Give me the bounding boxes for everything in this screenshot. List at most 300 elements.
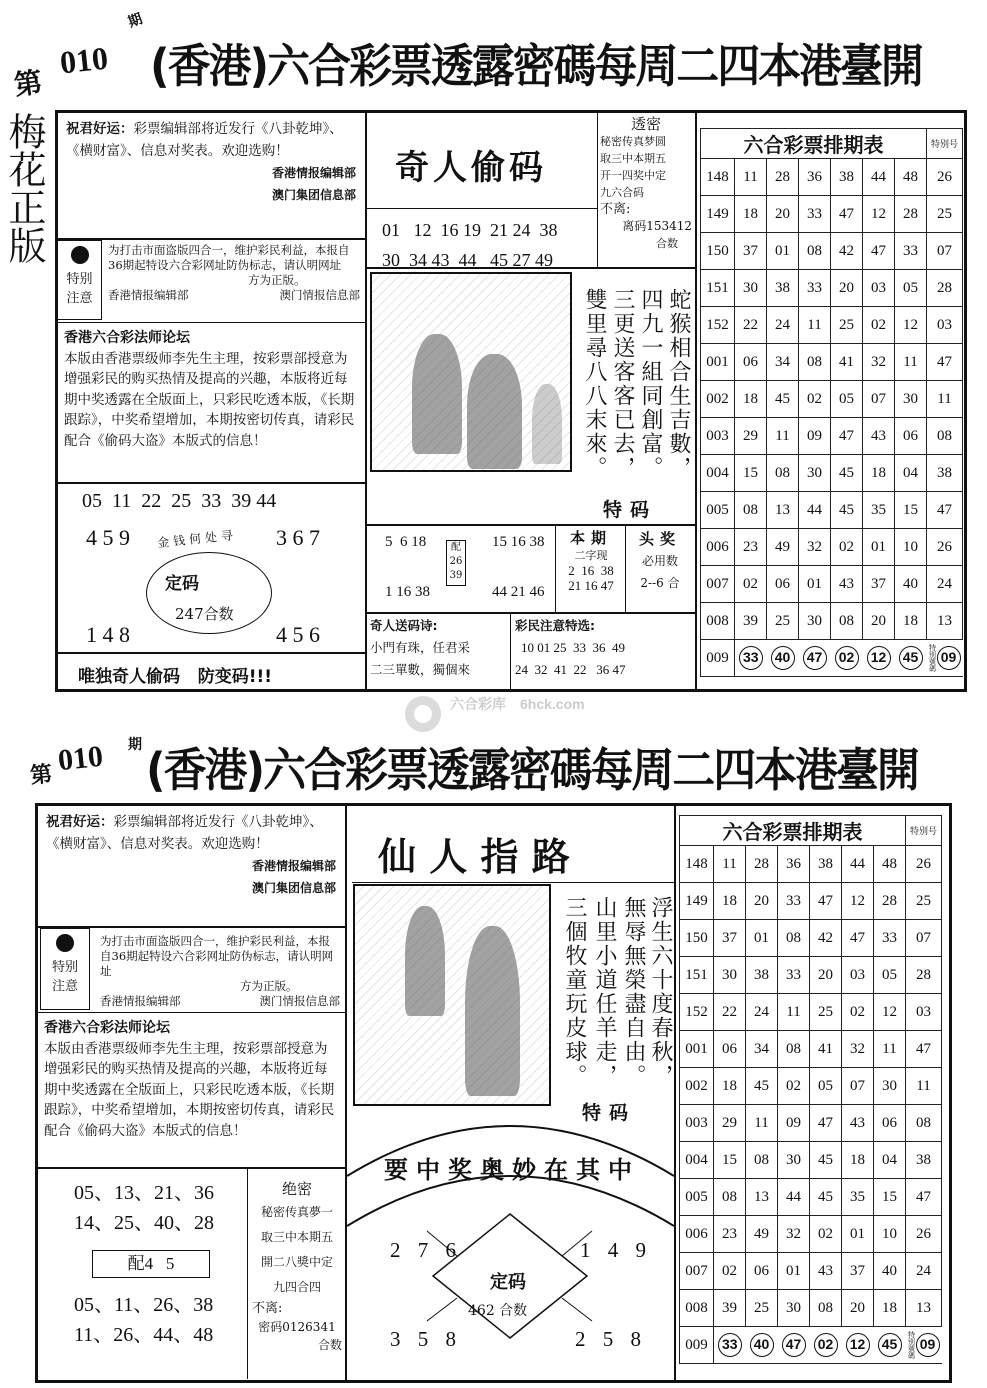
number-cell: 01 <box>863 529 895 566</box>
bomb-icon <box>56 934 74 952</box>
issue-cell: 001 <box>701 344 735 381</box>
number-cell: 37 <box>714 920 746 957</box>
number-cell: 28 <box>767 159 799 196</box>
poem-line-3: 三更送客客已去， <box>610 288 635 480</box>
pei-box <box>446 540 466 586</box>
issue-cell: 004 <box>680 1142 714 1179</box>
pair-bottom-right: 44 21 46 <box>492 584 545 600</box>
issue-cell: 152 <box>701 307 735 344</box>
tou-jiang-title: 头奖 <box>638 530 681 548</box>
number-cell: 13 <box>906 1290 942 1327</box>
feature-numbers-1: 01 12 16 19 21 24 38 <box>382 220 558 240</box>
divider <box>352 882 674 883</box>
ball-number: 47 <box>782 1333 806 1357</box>
song-ma-title: 奇人送码诗: <box>370 618 438 633</box>
number-cell: 43 <box>810 1253 842 1290</box>
number-cell: 30 <box>799 455 831 492</box>
watermark-name: 六合彩库 <box>450 696 506 712</box>
number-cell: 08 <box>831 603 863 640</box>
number-cell: 02 <box>714 1253 746 1290</box>
schedule-table-bottom <box>679 815 942 1364</box>
issue-cell: 005 <box>701 492 735 529</box>
divider <box>37 1167 345 1169</box>
issue-prefix: 第 <box>12 65 45 102</box>
greeting-sign2: 澳门集团信息部 <box>271 188 356 202</box>
tou-jiang-line: 2--6 合 <box>640 576 680 590</box>
number-cell: 33 <box>799 196 831 233</box>
issue-cell: 005 <box>680 1179 714 1216</box>
number-cell: 29 <box>714 1105 746 1142</box>
ding-ma-top-left: 4 5 9 <box>86 525 130 550</box>
number-cell: 47 <box>863 233 895 270</box>
ding-ma-sum: 462 合数 <box>468 1303 528 1319</box>
ball-number: 02 <box>814 1333 838 1357</box>
pair-bottom-left: 1 16 38 <box>385 584 430 600</box>
ding-ma-top-right: 1 4 9 <box>580 1238 652 1262</box>
ball-number: 40 <box>750 1333 774 1357</box>
pei-box: 配4 5 <box>92 1250 210 1278</box>
issue-number: 010 <box>58 39 110 81</box>
issue-cell: 008 <box>701 603 735 640</box>
te-xuan <box>515 615 693 681</box>
feature-title: 奇人偷码 <box>395 148 547 188</box>
number-cell: 45 <box>767 381 799 418</box>
issue-cell: 150 <box>701 233 735 270</box>
headline: (香港)六合彩票透露密碼每周二四本港臺開 <box>146 743 918 797</box>
number-cell: 11 <box>735 159 767 196</box>
greeting-sign1: 香港情报编辑部 <box>251 859 336 873</box>
issue-cell: 007 <box>680 1253 714 1290</box>
notice-label-1: 特别 <box>51 960 78 975</box>
te-xuan-title: 彩民注意特选: <box>515 618 595 633</box>
ben-qi-line: 2 16 38 <box>568 563 614 578</box>
number-cell: 08 <box>927 418 963 455</box>
number-cell: 18 <box>714 1068 746 1105</box>
issue-cell: 150 <box>680 920 714 957</box>
table-row <box>701 381 963 418</box>
ball-number: 33 <box>718 1333 742 1357</box>
special-label: 特别号 <box>927 129 963 159</box>
number-cell: 02 <box>778 1068 810 1105</box>
number-cell: 07 <box>906 920 942 957</box>
number-groups <box>74 1178 214 1350</box>
number-cell: 07 <box>842 1068 874 1105</box>
poem-line-4: 雙里尋八八末來。 <box>582 288 607 480</box>
number-cell: 30 <box>874 1068 906 1105</box>
number-cell: 08 <box>714 1179 746 1216</box>
ball-number: 09 <box>937 646 961 670</box>
jue-mi-code: 密码0126341 <box>258 1320 336 1334</box>
number-cell: 12 <box>895 307 927 344</box>
issue-cell: 148 <box>701 159 735 196</box>
number-cell: 08 <box>799 233 831 270</box>
notice-label-2: 注意 <box>51 979 78 994</box>
table-row <box>701 455 963 492</box>
number-cell: 15 <box>714 1142 746 1179</box>
number-cell: 30 <box>895 381 927 418</box>
number-cell: 13 <box>927 603 963 640</box>
notice-text: 为打击市面盗版四合一，维护彩民利益，本报自36期起特设六合彩网址防伪标志，请认明网址 <box>108 243 350 272</box>
number-cell: 03 <box>927 307 963 344</box>
number-cell: 24 <box>767 307 799 344</box>
number-cell: 43 <box>863 418 895 455</box>
number-cell: 38 <box>927 455 963 492</box>
number-cell: 39 <box>735 603 767 640</box>
table-row <box>701 307 963 344</box>
song-ma-line: 二三單數，獨個來 <box>370 662 471 677</box>
table-row <box>701 566 963 603</box>
number-cell: 08 <box>746 1142 778 1179</box>
notice-sign1: 香港情报编辑部 <box>100 994 181 1008</box>
number-cell: 20 <box>863 603 895 640</box>
number-cell: 08 <box>906 1105 942 1142</box>
table-row <box>680 957 942 994</box>
number-cell: 18 <box>714 883 746 920</box>
number-cell: 35 <box>863 492 895 529</box>
number-cell: 44 <box>799 492 831 529</box>
number-cell: 47 <box>831 418 863 455</box>
number-cell: 22 <box>735 307 767 344</box>
divider <box>695 112 697 690</box>
number-cell: 02 <box>842 994 874 1031</box>
ding-ma-label: 定码 <box>490 1272 526 1293</box>
divider <box>57 652 365 654</box>
number-cell: 25 <box>906 883 942 920</box>
issue-cell: 009 <box>680 1327 714 1364</box>
ding-ma-bottom-right: 4 5 6 <box>276 622 320 647</box>
number-cell: 11 <box>767 418 799 455</box>
poem-line-4: 三個牧童玩皮球。 <box>562 896 587 1088</box>
number-cell: 49 <box>746 1216 778 1253</box>
table-row <box>680 1068 942 1105</box>
number-cell: 23 <box>714 1216 746 1253</box>
tou-jiang-box <box>627 528 693 594</box>
number-cell: 38 <box>906 1142 942 1179</box>
number-cell: 20 <box>746 883 778 920</box>
issue-cell: 151 <box>680 957 714 994</box>
table-row <box>680 1216 942 1253</box>
number-cell: 20 <box>767 196 799 233</box>
forum-title: 香港六合彩法师论坛 <box>44 1020 170 1036</box>
number-cell: 23 <box>735 529 767 566</box>
number-cell: 48 <box>895 159 927 196</box>
notice-tail: 方为正版。 <box>248 273 306 287</box>
issue-cell: 004 <box>701 455 735 492</box>
number-cell: 32 <box>863 344 895 381</box>
poem-line-2: 無辱無榮盡自由。 <box>621 896 646 1088</box>
schedule-title: 六合彩票排期表 <box>701 129 927 159</box>
poem-line-1: 蛇猴相合生吉數， <box>666 288 691 480</box>
number-cell: 12 <box>863 196 895 233</box>
number-cell: 26 <box>927 529 963 566</box>
number-cell: 26 <box>927 159 963 196</box>
number-cell: 33 <box>778 957 810 994</box>
number-cell: 06 <box>767 566 799 603</box>
ball-number: 02 <box>835 646 859 670</box>
ball-number: 12 <box>846 1333 870 1357</box>
table-row <box>701 603 963 640</box>
notice-label-2: 注意 <box>66 291 93 306</box>
divider <box>555 524 556 612</box>
number-cell: 22 <box>714 994 746 1031</box>
notice-label <box>57 240 102 320</box>
ball-number: 12 <box>867 646 891 670</box>
poem-line-3: 山里小道任羊走， <box>592 896 617 1088</box>
divider <box>57 238 365 240</box>
ball-number: 09 <box>916 1333 940 1357</box>
issue-prefix: 第 <box>28 761 54 790</box>
number-cell: 05 <box>874 957 906 994</box>
greeting-head: 祝君好运： <box>46 814 114 830</box>
number-cell: 02 <box>863 307 895 344</box>
number-cell: 30 <box>778 1290 810 1327</box>
number-cell: 30 <box>799 603 831 640</box>
divider <box>37 1012 345 1013</box>
table-row <box>680 883 942 920</box>
number-cell: 06 <box>735 344 767 381</box>
issue-cell: 003 <box>701 418 735 455</box>
number-cell: 10 <box>895 529 927 566</box>
notice-label-1: 特别 <box>66 272 93 287</box>
issue-cell: 148 <box>680 846 714 883</box>
number-cell: 11 <box>799 307 831 344</box>
number-cell: 43 <box>831 566 863 603</box>
pair-top-left: 5 6 18 <box>385 534 427 550</box>
number-cell: 36 <box>778 846 810 883</box>
schedule-title: 六合彩票排期表 <box>680 816 906 846</box>
number-cell: 28 <box>927 270 963 307</box>
number-cell: 11 <box>895 344 927 381</box>
number-cell: 39 <box>714 1290 746 1327</box>
notice-sign1: 香港情报编辑部 <box>108 288 189 302</box>
number-cell: 26 <box>906 1216 942 1253</box>
number-cell: 41 <box>810 1031 842 1068</box>
number-cell: 12 <box>842 883 874 920</box>
ball-number: 45 <box>878 1333 902 1357</box>
poem-line-2: 四九一組同創富。 <box>638 288 663 480</box>
number-cell: 08 <box>735 492 767 529</box>
number-cell: 40 <box>895 566 927 603</box>
divider <box>625 524 626 612</box>
number-cell: 18 <box>874 1290 906 1327</box>
poem-line-1: 浮生六十度春秋， <box>648 896 673 1088</box>
number-cell: 11 <box>927 381 963 418</box>
number-cell: 02 <box>831 529 863 566</box>
number-cell: 18 <box>842 1142 874 1179</box>
divider <box>365 208 597 209</box>
divider <box>597 112 598 267</box>
ding-ma-bottom-left: 3 5 8 <box>390 1327 462 1351</box>
headline: (香港)六合彩票透露密碼每周二四本港臺開 <box>150 39 922 93</box>
number-cell: 07 <box>927 233 963 270</box>
number-cell: 28 <box>874 883 906 920</box>
number-cell: 08 <box>778 920 810 957</box>
jue-mi-line: 取三中本期五 <box>260 1230 333 1244</box>
arc-text: 金钱何处寻 <box>156 527 238 551</box>
secret-line: 开一四奖中定 <box>600 169 666 182</box>
secret-code: 离码153412 <box>622 219 692 233</box>
ding-ma-oval <box>146 552 272 634</box>
secret-line: 九六合码 <box>600 186 644 199</box>
greeting-head: 祝君好运： <box>66 121 134 137</box>
bu-li-label: 不离: <box>600 202 631 217</box>
number-cell: 09 <box>799 418 831 455</box>
number-cell: 38 <box>746 957 778 994</box>
number-cell: 06 <box>714 1031 746 1068</box>
table-row <box>701 344 963 381</box>
number-cell: 25 <box>767 603 799 640</box>
number-cell: 03 <box>863 270 895 307</box>
number-cell: 24 <box>906 1253 942 1290</box>
bomb-icon <box>71 246 89 264</box>
table-row <box>701 233 963 270</box>
divider <box>365 612 695 614</box>
issue-cell: 152 <box>680 994 714 1031</box>
number-cell: 18 <box>863 455 895 492</box>
number-cell: 47 <box>831 196 863 233</box>
issue-cell: 006 <box>680 1216 714 1253</box>
greeting <box>46 811 336 899</box>
number-cell: 11 <box>778 994 810 1031</box>
number-cell: 06 <box>746 1253 778 1290</box>
number-cell: 08 <box>810 1290 842 1327</box>
divider <box>57 322 365 323</box>
number-cell: 03 <box>842 957 874 994</box>
number-cell: 38 <box>767 270 799 307</box>
number-cell: 11 <box>874 1031 906 1068</box>
table-row <box>701 196 963 233</box>
number-cell: 05 <box>895 270 927 307</box>
number-cell: 45 <box>831 492 863 529</box>
number-cell: 28 <box>746 846 778 883</box>
ball-number: 33 <box>739 646 763 670</box>
issue-cell: 002 <box>680 1068 714 1105</box>
number-cell: 24 <box>746 994 778 1031</box>
jue-mi-line: 九四合四 <box>272 1280 321 1294</box>
group-line: 05、13、21、36 <box>74 1182 214 1204</box>
number-cell: 24 <box>927 566 963 603</box>
numbers-row: 05 11 22 25 33 39 44 <box>82 490 277 512</box>
greeting-body: 彩票编辑部将近发行《八卦乾坤》、《横财富》、信息对奖表。欢迎选购！ <box>66 121 343 159</box>
secret-title: 透密 <box>630 115 661 133</box>
number-cell: 06 <box>895 418 927 455</box>
number-cell: 42 <box>810 920 842 957</box>
number-cell: 12 <box>874 994 906 1031</box>
number-cell: 33 <box>799 270 831 307</box>
ding-ma-bottom-left: 1 4 8 <box>86 622 130 647</box>
number-cell: 03 <box>906 994 942 1031</box>
number-cell: 30 <box>714 957 746 994</box>
ding-ma-bottom-right: 2 5 8 <box>575 1327 647 1351</box>
table-row <box>701 529 963 566</box>
number-cell: 33 <box>895 233 927 270</box>
table-row <box>680 1290 942 1327</box>
number-cell: 28 <box>895 196 927 233</box>
number-cell: 43 <box>842 1105 874 1142</box>
te-xuan-line: 10 01 25 33 36 49 <box>521 640 625 655</box>
number-cell: 02 <box>799 381 831 418</box>
group-line: 11、26、44、48 <box>74 1324 214 1346</box>
ben-qi-title: 本期 <box>569 529 612 547</box>
forum <box>44 1018 340 1141</box>
divider <box>510 612 511 690</box>
tou-jiang-line: 必用数 <box>641 554 678 568</box>
number-cell: 06 <box>874 1105 906 1142</box>
number-cell: 02 <box>810 1216 842 1253</box>
te-ma-label: 特码 <box>582 1102 637 1124</box>
greeting-body: 彩票编辑部将近发行《八卦乾坤》、《横财富》、信息对奖表。欢迎选购！ <box>46 814 323 852</box>
ding-ma-top-left: 2 7 6 <box>390 1238 462 1262</box>
table-row <box>701 492 963 529</box>
number-cell: 45 <box>810 1179 842 1216</box>
number-cell: 05 <box>831 381 863 418</box>
group-line: 05、11、26、38 <box>74 1294 214 1316</box>
song-ma-poem <box>370 615 510 681</box>
number-cell: 28 <box>906 957 942 994</box>
feature-title: 仙 人 指 路 <box>378 835 570 879</box>
ball-number: 47 <box>803 646 827 670</box>
number-cell: 33 <box>778 883 810 920</box>
number-cell: 45 <box>746 1068 778 1105</box>
ben-qi-box <box>557 528 625 593</box>
table-row <box>680 1105 942 1142</box>
number-cell: 41 <box>831 344 863 381</box>
pei-number: 26 <box>449 556 463 567</box>
te-xuan-line: 24 32 41 22 36 47 <box>515 662 626 677</box>
table-row <box>701 418 963 455</box>
watermark-site: 6hck.com <box>520 696 585 712</box>
number-cell: 18 <box>735 196 767 233</box>
issue-suffix: 期 <box>126 11 145 31</box>
number-cell: 11 <box>746 1105 778 1142</box>
forum <box>64 328 360 451</box>
number-cell: 10 <box>874 1216 906 1253</box>
number-cell: 36 <box>799 159 831 196</box>
number-cell: 02 <box>735 566 767 603</box>
issue-cell: 002 <box>701 381 735 418</box>
ball-number: 45 <box>899 646 923 670</box>
special-number-label: 特别號碼 <box>907 1331 916 1359</box>
issue-cell: 009 <box>701 640 735 677</box>
jue-mi-box <box>252 1178 342 1354</box>
notice-text: 为打击市面盗版四合一，维护彩民利益，本报自36期起特设六合彩网址防伪标志，请认明网址 <box>100 934 334 978</box>
number-cell: 47 <box>810 1105 842 1142</box>
number-cell: 35 <box>842 1179 874 1216</box>
number-cell: 07 <box>863 381 895 418</box>
number-cell: 32 <box>799 529 831 566</box>
schedule-table-top <box>700 128 963 677</box>
ding-ma-label: 定码 <box>165 574 199 594</box>
number-cell: 18 <box>735 381 767 418</box>
number-cell: 40 <box>874 1253 906 1290</box>
table-row <box>680 920 942 957</box>
number-cell: 20 <box>831 270 863 307</box>
group-line: 14、25、40、28 <box>74 1212 214 1234</box>
number-cell: 47 <box>927 492 963 529</box>
number-cell: 37 <box>735 233 767 270</box>
issue-suffix: 期 <box>128 737 142 753</box>
number-cell: 13 <box>746 1179 778 1216</box>
number-cell: 26 <box>906 846 942 883</box>
greeting <box>66 118 356 206</box>
issue-number: 010 <box>56 739 105 778</box>
number-cell: 38 <box>831 159 863 196</box>
divider <box>247 1167 248 1379</box>
number-cell: 34 <box>767 344 799 381</box>
number-cell: 47 <box>927 344 963 381</box>
illustration-scholars <box>353 884 551 1106</box>
number-cell: 48 <box>874 846 906 883</box>
